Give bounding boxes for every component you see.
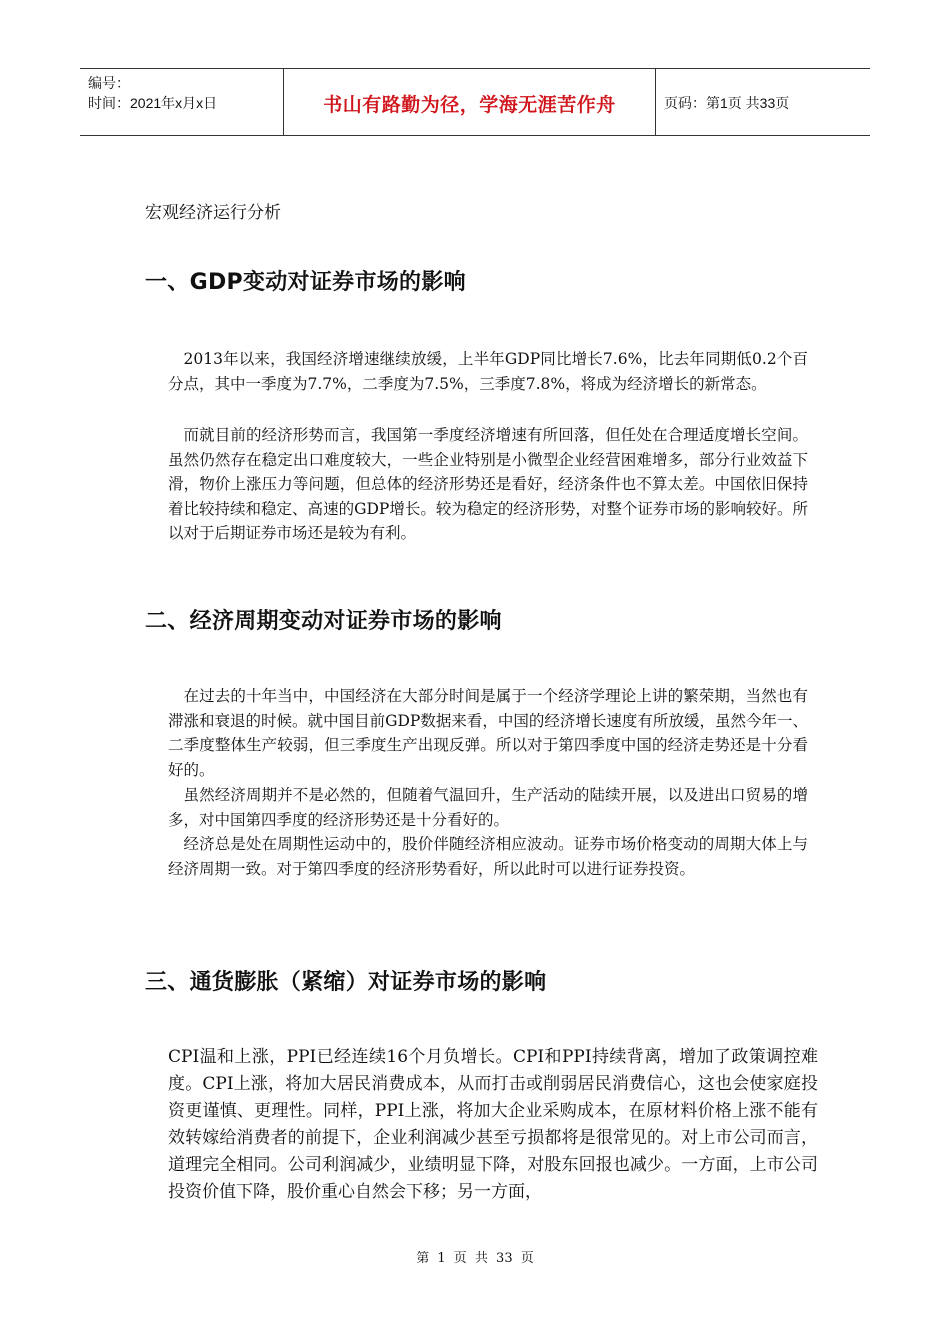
section-heading-inflation: 三、通货膨胀（紧缩）对证券市场的影响 bbox=[145, 970, 547, 995]
paragraph: 2013年以来，我国经济增速继续放缓，上半年GDP同比增长7.6%，比去年同期低0.2个百分点，其中一季度为7.7%，二季度为7.5%，三季度7.8%，将成为经济增长的新常态。 bbox=[168, 350, 808, 393]
header-page-info-cell bbox=[656, 69, 870, 135]
paragraph: 虽然经济周期并不是必然的，但随着气温回升，生产活动的陆续开展，以及进出口贸易的增多，对中国第四季度的经济形势还是十分看好的。 bbox=[168, 786, 808, 829]
header-motto-cell bbox=[283, 69, 656, 135]
date-label: 时间：2021年x月x日 bbox=[88, 95, 218, 111]
paragraph: 而就目前的经济形势而言，我国第一季度经济增速有所回落，但任处在合理适度增长空间。虽然仍然存在稳定出口难度较大，一些企业特别是小微型企业经营困难增多，部分行业效益下滑，物价上涨压力等问题，但总体的经济形势还是看好，经济条件也不算太差。中国依旧保持着比较持续和稳定、高速的GDP增长。较为稳定的经济形势，对整个证券市场的影响较好。所以对于后期证券市场还是较为有利。 bbox=[168, 426, 808, 542]
document-title: 宏观经济运行分析 bbox=[145, 203, 281, 223]
number-label: 编号： bbox=[88, 75, 130, 91]
header-motto: 书山有路勤为径，学海无涯苦作舟 bbox=[323, 93, 616, 116]
paragraph: CPI温和上涨，PPI已经连续16个月负增长。CPI和PPI持续背离，增加了政策调控难度。CPI上涨，将加大居民消费成本，从而打击或削弱居民消费信心，这也会使家庭投资更谨慎、更理性。同样，PPI上涨，将加大企业采购成本，在原材料价格上涨不能有效转嫁给消费者的前提下，企业利润减少甚至亏损都将是很常见的。对上市公司而言，道理完全相同。公司利润减少，业绩明显下降，对股东回报也减少。一方面，上市公司投资价值下降，股价重心自然会下移；另一方面， bbox=[168, 1047, 818, 1202]
paragraph: 经济总是处在周期性运动中的，股价伴随经济相应波动。证券市场价格变动的周期大体上与经济周期一致。对于第四季度的经济形势看好，所以此时可以进行证券投资。 bbox=[168, 835, 808, 878]
section-heading-gdp: 一、GDP变动对证券市场的影响 bbox=[145, 270, 466, 295]
page-header bbox=[80, 68, 870, 136]
page-footer: 第 1 页 共 33 页 bbox=[416, 1251, 534, 1266]
header-meta bbox=[80, 69, 283, 135]
section-heading-cycle: 二、经济周期变动对证券市场的影响 bbox=[145, 609, 502, 634]
header-page-info: 页码：第1页 共33页 bbox=[664, 95, 790, 111]
paragraph: 在过去的十年当中，中国经济在大部分时间是属于一个经济学理论上讲的繁荣期，当然也有滞涨和衰退的时候。就中国目前GDP数据来看，中国的经济增长速度有所放缓，虽然今年一、二季度整体生产较弱，但三季度生产出现反弹。所以对于第四季度中国的经济走势还是十分看好的。 bbox=[168, 687, 808, 779]
